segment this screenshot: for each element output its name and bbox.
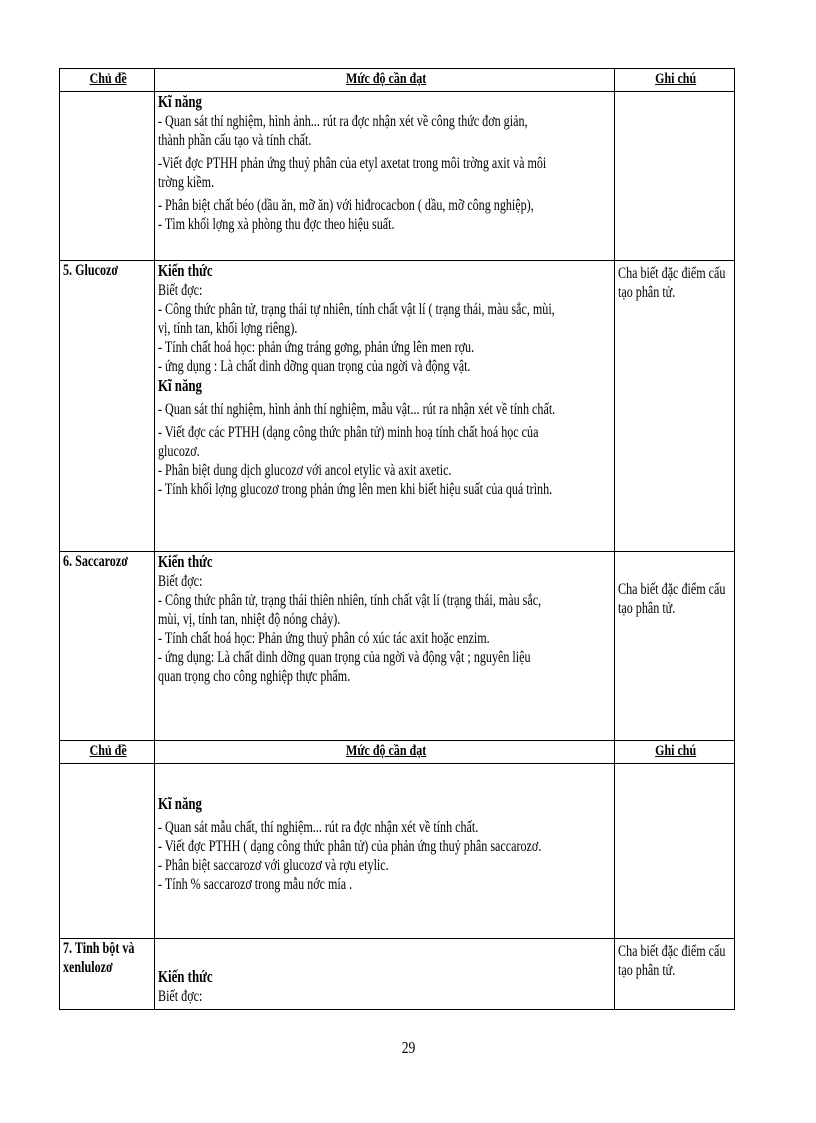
- header-topic: Chủ đề: [60, 741, 155, 764]
- header-topic: Chủ đề: [60, 69, 155, 92]
- header-note: Ghi chú: [615, 69, 735, 92]
- note-cell: Cha biết đặc điểm cấu tạo phân tử.: [615, 939, 735, 1010]
- table-header: [60, 69, 735, 92]
- page-number: 29: [401, 1038, 415, 1057]
- header-note: Ghi chú: [615, 741, 735, 764]
- table-header-repeat: [60, 741, 735, 764]
- header-requirement: Mức độ cần đạt: [155, 69, 615, 92]
- table-row: [60, 261, 735, 552]
- topic-cell: 7. Tinh bột và xenlulozơ: [60, 939, 155, 1010]
- content-cell: Kiến thức Biết đợc:: [155, 939, 615, 1010]
- topic-cell: 6. Saccarozơ: [60, 552, 155, 741]
- note-cell: [615, 92, 735, 261]
- requirements-table: [59, 68, 735, 1010]
- note-cell: [615, 764, 735, 939]
- header-requirement: Mức độ cần đạt: [155, 741, 615, 764]
- table-row: [60, 92, 735, 261]
- table-row: [60, 939, 735, 1010]
- note-cell: Cha biết đặc điểm cấu tạo phân tử.: [615, 552, 735, 741]
- note-cell: Cha biết đặc điểm cấu tạo phân tử.: [615, 261, 735, 552]
- content-cell: Kĩ năng - Quan sát mẫu chất, thí nghiệm... rút ra đợc nhận xét về tính chất. - Viết đợc PTHH ( dạng công thức phân tử) của phản ứng thuỷ phân saccarozơ. - Phân biệt saccarozơ với glucozơ và rợu etylic. - Tính % saccarozơ trong mẫu nớc mía .: [155, 764, 615, 939]
- topic-cell: 5. Glucozơ: [60, 261, 155, 552]
- content-cell: Kĩ năng - Quan sát thí nghiệm, hình ảnh... rút ra đợc nhận xét về công thức đơn giản, thành phần cấu tạo và tính chất. -Viết đợc PTHH phản ứng thuỷ phân của etyl axetat trong môi trờng axit và môi trờng kiềm. - Phân biệt chất béo (dầu ăn, mỡ ăn) với hiđrocacbon ( dầu, mỡ công nghiệp), - Tìm khối lợng xà phòng thu đợc theo hiệu suất.: [155, 92, 615, 261]
- table-row: [60, 552, 735, 741]
- content-cell: Kiến thức Biết đợc: - Công thức phân tử, trạng thái tự nhiên, tính chất vật lí ( trạng thái, màu sắc, mùi, vị, tính tan, khối lợng riêng). - Tính chất hoá học: phản ứng tráng gơng, phản ứng lên men rợu. - ứng dụng : Là chất dinh dỡng quan trọng của ngời và động vật. Kĩ năng - Quan sát thí nghiệm, hình ảnh thí nghiệm, mẫu vật... rút ra nhận xét về tính chất. - Viết đợc các PTHH (dạng công thức phân tử) minh hoạ tính chất hoá học của glucozơ. - Phân biệt dung dịch glucozơ với ancol etylic và axit axetic. - Tính khối lợng glucozơ trong phản ứng lên men khi biết hiệu suất của quá trình.: [155, 261, 615, 552]
- content-cell: Kiến thức Biết đợc: - Công thức phân tử, trạng thái thiên nhiên, tính chất vật lí (trạng thái, màu sắc, mùi, vị, tính tan, nhiệt độ nóng chảy). - Tính chất hoá học: Phản ứng thuỷ phân có xúc tác axit hoặc enzim. - ứng dụng: Là chất dinh dỡng quan trọng của ngời và động vật ; nguyên liệu quan trọng cho công nghiệp thực phẩm.: [155, 552, 615, 741]
- table-row: [60, 764, 735, 939]
- topic-cell: [60, 764, 155, 939]
- topic-cell: [60, 92, 155, 261]
